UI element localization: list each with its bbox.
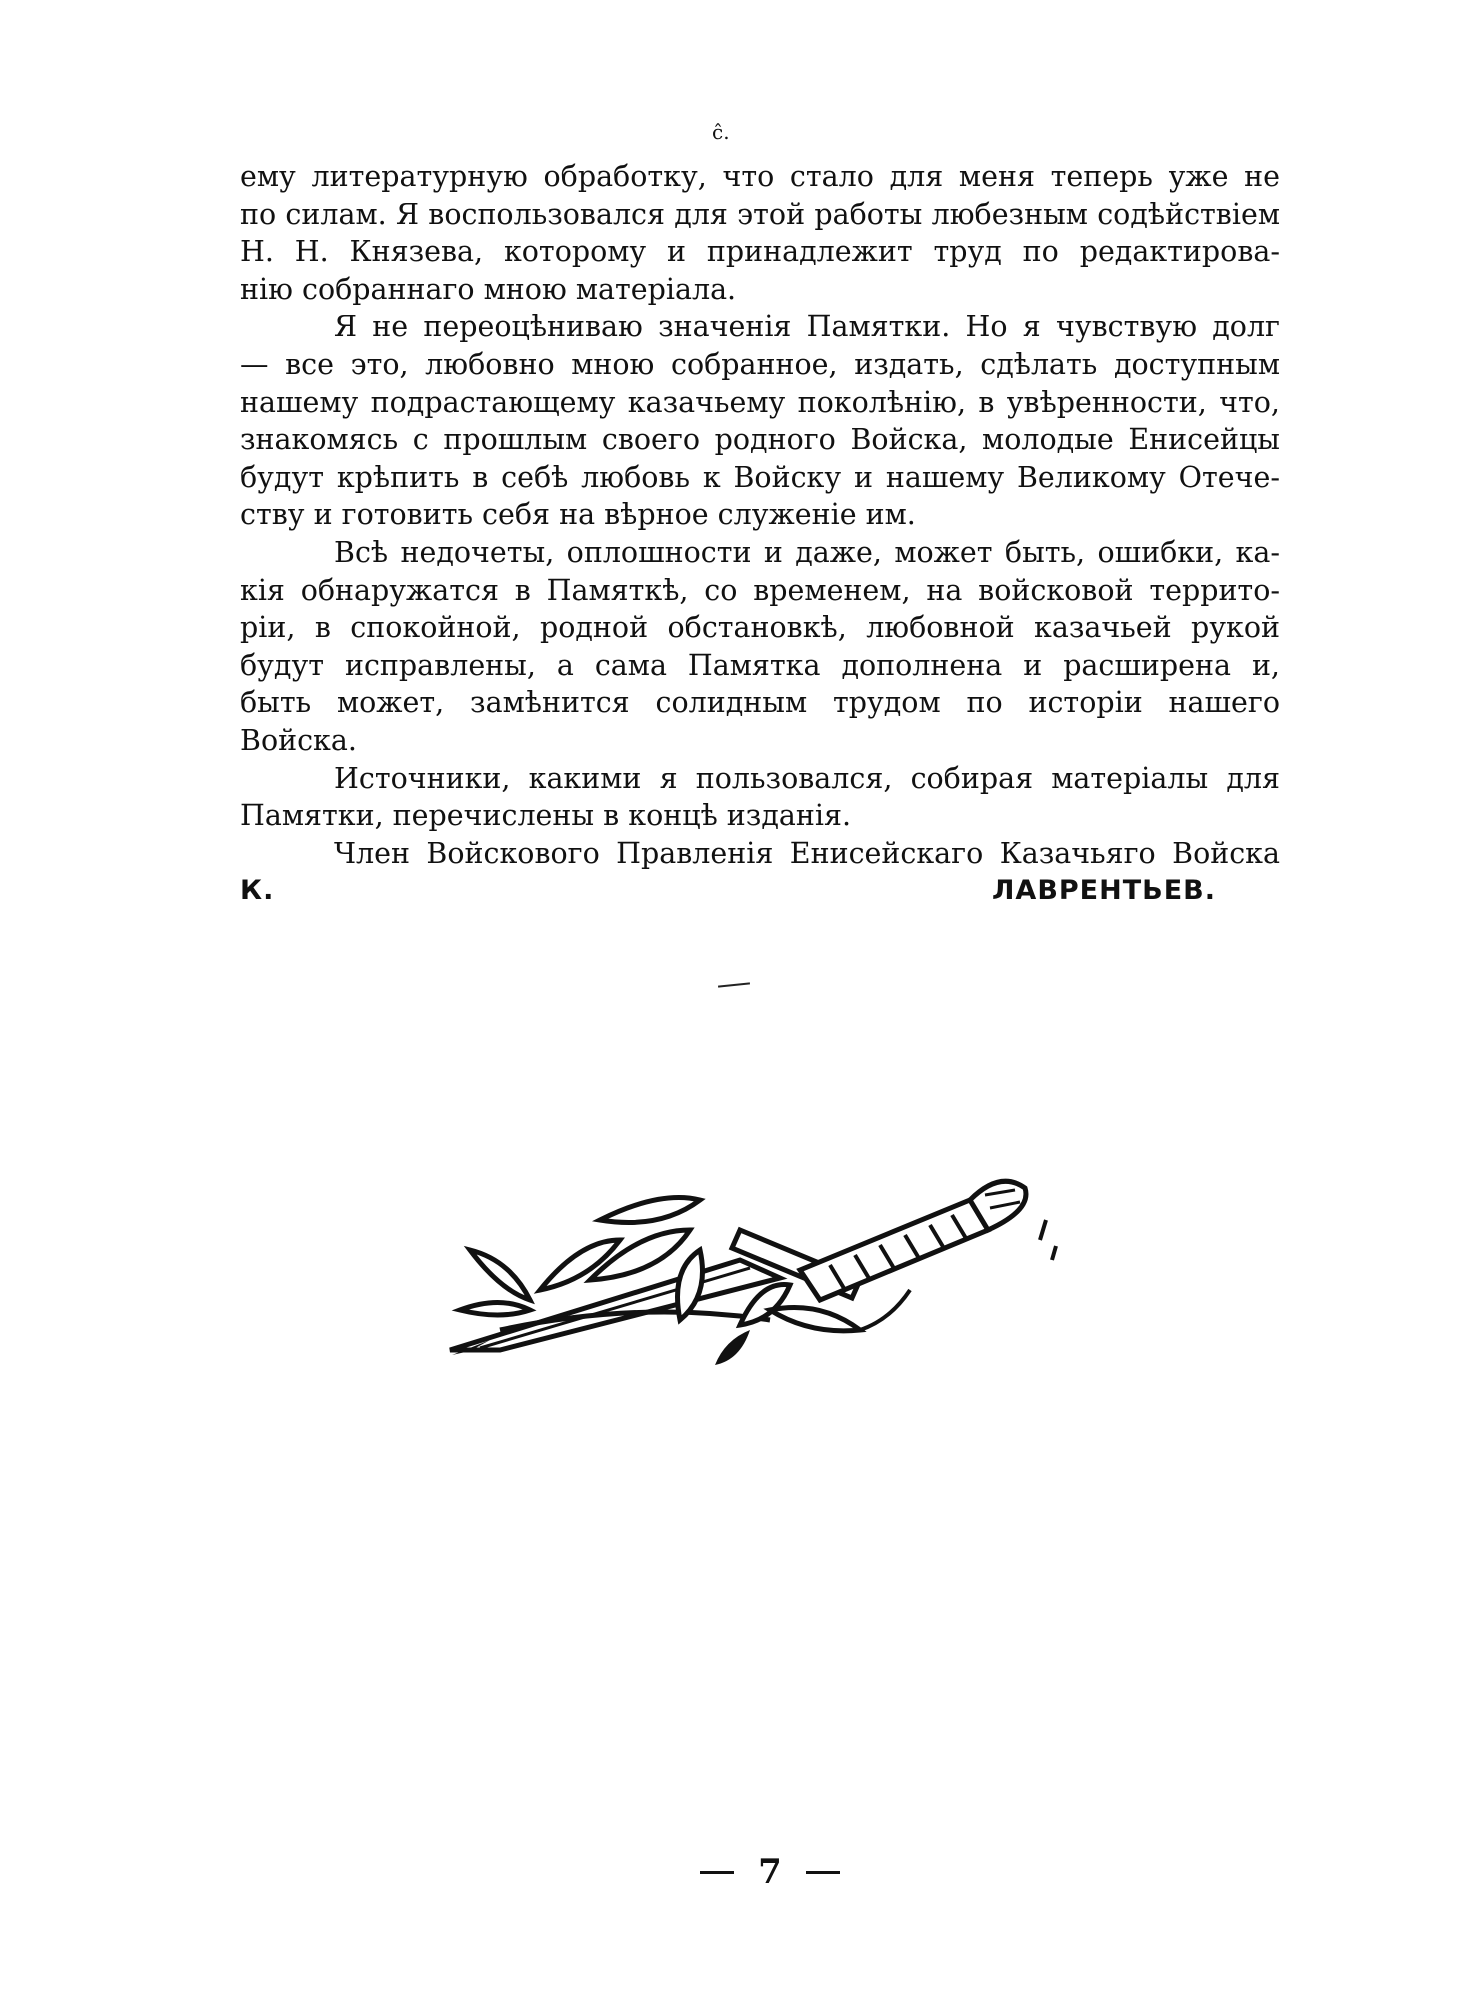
page-number-dash-left <box>700 1871 734 1874</box>
text-line: Всѣ недочеты, оплошности и даже, может быть, ошибки, ка- <box>334 535 1280 569</box>
text-line: Памятки, перечислены в концѣ изданія. <box>240 799 852 833</box>
top-mark: ĉ. <box>712 120 730 144</box>
text-line: по силам. Я воспользовался для этой работы любезным содѣйствіем <box>240 197 1280 231</box>
text-line: нашему подрастающему казачьему поколѣнію, в увѣренности, что, <box>240 385 1280 419</box>
dagger-with-laurel-icon <box>440 1150 1100 1370</box>
text-line: Я не переоцѣниваю значенія Памятки. Но я чувствую долг <box>334 310 1280 344</box>
text-line: знакомясь с прошлым своего родного Войска, молодые Енисейцы <box>240 423 1280 457</box>
body-text <box>240 158 1280 910</box>
text-line: Н. Н. Князева, которому и принадлежит труд по редактирова- <box>240 235 1280 269</box>
text-line: нію собраннаго мною матеріала. <box>240 272 737 306</box>
text-line: Источники, какими я пользовался, собирая матеріалы для <box>334 761 1280 795</box>
text-line: будут крѣпить в себѣ любовь к Войску и нашему Великому Отече- <box>240 460 1280 494</box>
text-line: кія обнаружатся в Памяткѣ, со временем, на войсковой террито- <box>240 573 1280 607</box>
separator-dash <box>718 982 750 987</box>
page-number-value: 7 <box>758 1852 782 1892</box>
signature-title: Член Войскового Правленія Енисейскаго Казачьяго Войска <box>334 836 1280 870</box>
text-line: быть может, замѣнится солидным трудом по исторіи нашего <box>240 686 1280 720</box>
signature-name: К. ЛАВРЕНТЬЕВ. <box>240 875 1216 907</box>
text-line: ему литературную обработку, что стало для меня теперь уже не <box>240 160 1280 193</box>
page-number <box>700 1852 840 1892</box>
text-line: ству и готовить себя на вѣрное служеніе им. <box>240 498 916 532</box>
text-line: будут исправлены, а сама Памятка дополнена и расширена и, <box>240 648 1280 682</box>
text-line: Войска. <box>240 723 357 757</box>
text-line: — все это, любовно мною собранное, издать, сдѣлать доступным <box>240 347 1280 381</box>
text-line: ріи, в спокойной, родной обстановкѣ, любовной казачьей рукой <box>240 611 1280 645</box>
page-number-dash-right <box>806 1871 840 1874</box>
